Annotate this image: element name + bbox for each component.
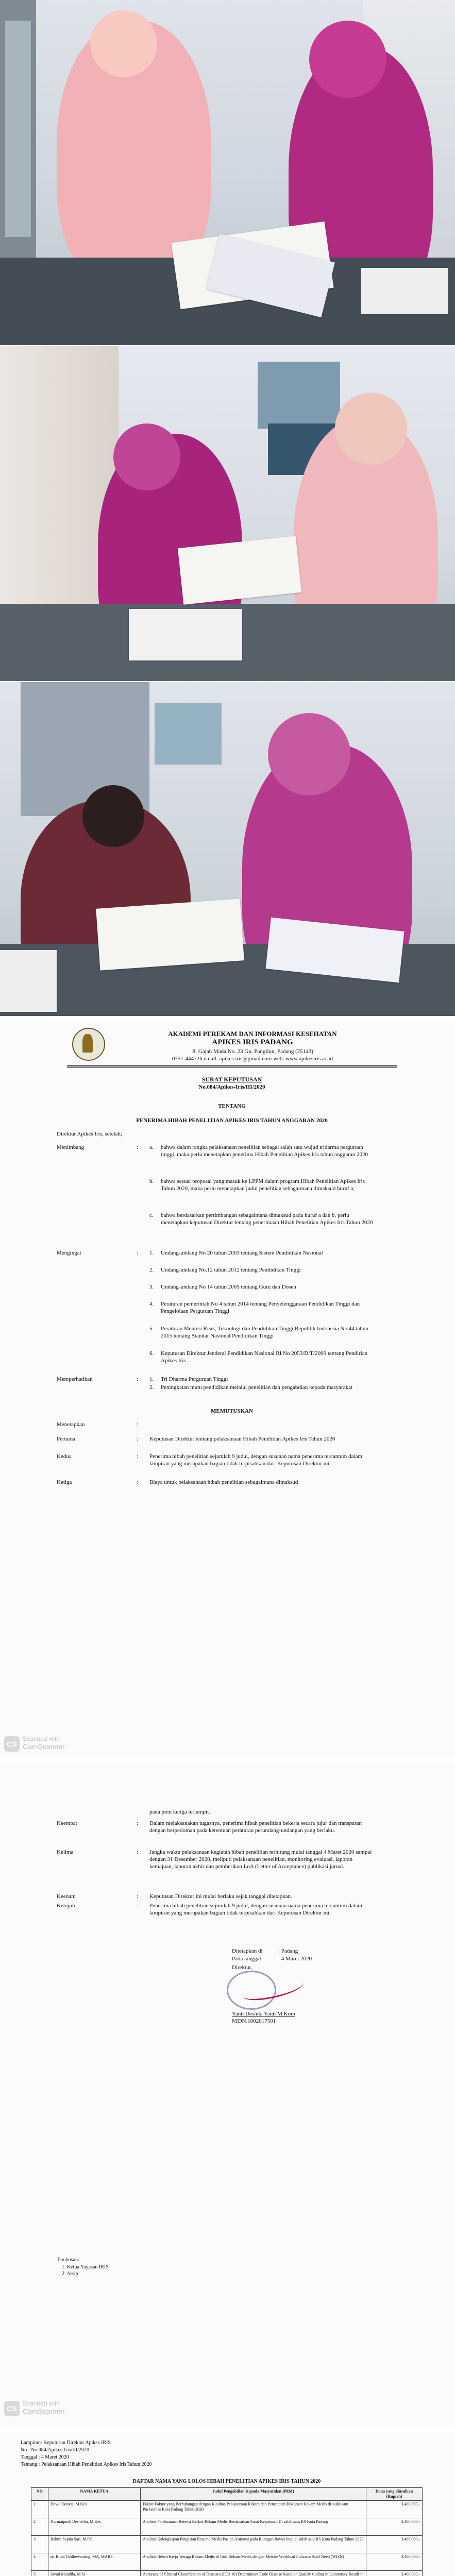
memutuskan-heading: MEMUTUSKAN [211, 1408, 253, 1414]
director-line: Direktur Apikes Iris, setelah; [57, 1131, 123, 1137]
tembusan-label: Tembusan: [57, 2257, 79, 2263]
table-row: 2 Nurmaipnah Desnelita, M.Kes Analisis Pelaksanaan Retensi Berkas Rekam Medis Berdasarkan Surat Keputusan Di salah satu RS Kota Padang 3.400.000,- [31, 2518, 423, 2536]
decree-page-1: AKADEMI PEREKAM DAN INFORMASI KESEHATAN APIKES IRIS PADANG Jl. Gajah Mada No. 23 Gn. Pangilun, Padang (25143) 0751-444726 email: apikes.iris@gmail.com web: www.apikesiris.ac.id SURAT KEPUTUSAN No.084/Apikes-Iris/III/2020 TENTANG PENERIMA HIBAH PENELITIAN APIKES IRIS TAHUN ANGGARAN 2020 Direktur Apikes Iris, setelah; Menimbang : a. bahwa dalam rangka pelaksanaan penelitian sebagai salah satu wujud tridarma perguruan tinggi, maka perlu menetapkan penerima Hibah Penelitian Apikes Iris tahun anggaran 2020 b. bahwa sesuai proposal yang masuk ke LPPM dalam program Hibah Penelitian Apikes Iris Tahun 2020, maka perlu menetapkan judul penelitian sebagaimana dimaksud huruf a; c. bahwa berdasarkan pertimbangan sebagaimana dimaksud pada huruf a dan b, perlu menetapkan keputusan Direktur tentang penerimaan Hibah Penelitian Apikes Iris Tahun 2020 Mengingat : 1. Undang-undang No 20 tahun 2003 tentang Sistem Pendidikan Nasional 2. Undang-undang No.12 tahun 2012 tentang Pendidikan Tinggi 3. Undang-undang No 14 tahun 2005 tentang Guru dan Dosen 4. Peraturan pemerintah No 4 tahun 2014 tentang Penyelenggaraan Pendidikan Tinggi dan Pengelolaan Perguruan Tinggi 5. Peraturan Menteri Riset, Teknologi dan Pendidikan Tinggi Republik Indonesia No 44 tahun 2015 tentang Standar Nasional Pendidikan Tinggi 6. Keputusan Direktur Jenderal Pendidikan Nasional RI No 2053/D/T/2009 tentang Pendirian Apikes Iris Memperhatikan : 1. Tri Dharma Perguruan Tinggi 2. Peningkatan mutu pendidikan melalui penelitian dan pengabdian kepada masyarakat MEMUTUSKAN Menetapkan : Pertama : Keputusan Direktur tentang pelaksanaan Hibah Penelitian Apikes Iris Tahun 2020 Kedua : Penerima hibah penelitian sejumlah 9 judul, dengan susunan nama penerima tercantum dalam lampiran yang merupakan bagian tidak terpisahkan dari Keputusan Direktur ini. Ketiga : Biaya untuk pelaksanaan hibah penelitian sebagaimana dimaksud CS Scanned with CamScanner [0, 1020, 455, 1757]
scanner-watermark-line2: CamScanner [23, 1742, 65, 1751]
tanggal-value: : 4 Maret 2020 [278, 1956, 312, 1962]
camscanner-logo-icon: CS [4, 2401, 20, 2416]
photo-handover-2 [0, 346, 455, 681]
decision-label: Kelima [57, 1849, 74, 1855]
mengingat-item: Undang-undang No 14 tahun 2005 tentang Guru dan Dosen [161, 1284, 296, 1290]
menimbang-item: bahwa dalam rangka pelaksanaan penelitian sebagai salah satu wujud tridarma perguruan tinggi, maka perlu menetapkan penerima Hibah Penelitian Apikes Iris tahun anggaran 2020 [161, 1144, 368, 1158]
decision-text: Biaya untuk pelaksanaan hibah penelitian sebagaimana dimaksud [149, 1479, 298, 1485]
tanggal-label: Pada tanggal [232, 1956, 261, 1962]
menimbang-label: Menimbang [57, 1144, 85, 1150]
institution-contact: 0751-444726 email: apikes.iris@gmail.com web: www.apikesiris.ac.id [172, 1056, 333, 1062]
decree-number: No.084/Apikes-Iris/III/2020 [198, 1084, 265, 1090]
photo-handover-3 [0, 682, 455, 1016]
institution-address: Jl. Gajah Mada No. 23 Gn. Pangilun, Padang (25143) [192, 1048, 313, 1055]
decision-label: Keenam [57, 1893, 76, 1900]
about-label: TENTANG [218, 1103, 246, 1109]
camscanner-logo-icon: CS [4, 1736, 20, 1752]
col-header: Dana yang diusulkan (Rupiah) [366, 2488, 423, 2501]
menimbang-item: bahwa sesuai proposal yang masuk ke LPPM dalam program Hibah Penelitian Apikes Iris Tahun 2020, maka perlu menetapkan judul penelitian sebagaimana dimaksud huruf a; [161, 1178, 365, 1192]
mengingat-item: Peraturan pemerintah No 4 tahun 2014 tentang Penyelenggaraan Pendidikan Tinggi dan Pengelolaan Perguruan Tinggi [161, 1301, 360, 1314]
memperhatikan-label: Memperhatikan [57, 1376, 93, 1382]
ditetapkan-label: Ditetapkan di [232, 1948, 263, 1954]
tembusan-item: 1. Ketua Yayasan IRIS [62, 2264, 109, 2270]
decree-subject: PENERIMA HIBAH PENELITIAN APIKES IRIS TAHUN ANGGARAN 2020 [136, 1117, 328, 1124]
col-header: NAMA KETUA [48, 2488, 141, 2501]
decision-text: Dalam melaksanakan tugasnya, penerima hibah penelitian bekerja secara jujur dan transparan dengan berpedoman pada ketentuan peraturan perundang-undangan yang berlaku. [149, 1820, 362, 1834]
grant-recipient-table [31, 2487, 423, 2576]
table-title: DAFTAR NAMA YANG LOLOS HIBAH PENELITIAN APIKES IRIS TAHUN 2020 [132, 2479, 321, 2484]
mengingat-item: Undang-undang No.12 tahun 2012 tentang Pendidikan Tinggi [161, 1267, 301, 1273]
scanner-watermark-line1: Scanned with [23, 2400, 60, 2407]
mengingat-item: Undang-undang No 20 tahun 2003 tentang Sistem Pendidikan Nasional [161, 1250, 323, 1256]
decree-title: SURAT KEPUTUSAN [201, 1076, 262, 1083]
mengingat-item: Keputusan Direktur Jenderal Pendidikan Nasional RI No 2053/D/T/2009 tentang Pendirian Apikes Iris [161, 1350, 368, 1364]
lampiran-line: No : No.084/Apikes-Iris/III/2020 [21, 2447, 90, 2453]
decision-label: Ketujuh [57, 1903, 75, 1909]
decision-label: Pertama [57, 1436, 76, 1442]
lampiran-line: Tentang : Pelaksanaan Hibah Penelitian Apikes Iris Tahun 2020 [21, 2462, 152, 2467]
mengingat-item: Peraturan Menteri Riset, Teknologi dan Pendidikan Tinggi Republik Indonesia No 44 tahun 2015 tentang Standar Nasional Pendidikan Tinggi [161, 1326, 368, 1339]
lampiran-line: Lampiran: Keputusan Direktur Apikes IRIS [21, 2440, 111, 2446]
attachment-page [0, 2432, 455, 2576]
decision-label: Ketiga [57, 1479, 72, 1485]
ditetapkan-value: : Padang [278, 1948, 298, 1954]
table-row: 4 dr. Rima Tiedhewanting, MA, MARS Analisis Beban Kerja Tenaga Rekam Medis di Unit Rekam Medis dengan Metode Workload Indicator Staff Need (WISN) 3.400.000,- [31, 2553, 423, 2571]
memperhatikan-item: Peningkatan mutu pendidikan melalui penelitian dan pengabdian kepada masyarakat [161, 1384, 353, 1391]
table-row: 3 Rahmi Septia Sari, M.Pd Analisis Kelengkapan Pengisian Resume Medis Pasien Asuransi pada Ruangan Rawat Inap di salah satu RS Kota Padang Tahun 2020 3.400.000,- [31, 2536, 423, 2553]
institution-short: APIKES IRIS PADANG [212, 1038, 293, 1046]
signer-name: Yanti Desnita Yanti M.Kom [232, 2011, 295, 2017]
continued-text: pada poin ketiga terlampir. [149, 1809, 210, 1815]
decision-text: Jangka waktu pelaksanaan kegiatan hibah penelitian terhitung mulai tanggal 4 Maret 2020 sampai dengan 31 Desember 2020, meliputi pelaksanaan penelitian, monitoring evaluasi, laporan kemajuan, laporan akhir dan pemberikan LoA (Letter of Acceptance) publikasi jurnal. [149, 1849, 372, 1870]
decision-label: Kedua [57, 1453, 72, 1460]
tembusan-item: 2. Arsip [62, 2271, 78, 2277]
photo-handover-1 [0, 0, 455, 345]
lampiran-line: Tanggal : 4 Maret 2020 [21, 2454, 69, 2460]
memperhatikan-item: Tri Dharma Perguruan Tinggi [161, 1376, 228, 1382]
decision-text: Keputusan Direktur tentang pelaksanaan Hibah Penelitian Apikes Iris Tahun 2020 [149, 1436, 335, 1442]
document-on-table [96, 899, 244, 970]
table-row: 1 Dewi Oktavia, M.Kes Faktor-Faktor yang Berhubungan dengan Kualitas Pelaksanaan Rekam dan Pencatatan Dokumen Rekam Medis di salah satu Puskesmas Kota Padang Tahun 2020 3.400.000,- [31, 2501, 423, 2518]
menimbang-item: bahwa berdasarkan pertimbangan sebagaimana dimaksud pada huruf a dan b, perlu menetapkan keputusan Direktur tentang penerimaan Hibah Penelitian Apikes Iris Tahun 2020 [161, 1212, 373, 1226]
decision-label: Keempat [57, 1820, 77, 1826]
decision-text: Penerima hibah penelitian sejumlah 9 judul, dengan susunan nama penerima tercantum dalam lampiran yang merupakan bagian tidak terpisahkan dari Keputusan Direktur ini. [149, 1903, 362, 1916]
decree-page-2: pada poin ketiga terlampir. Keempat : Dalam melaksanakan tugasnya, penerima hibah penelitian bekerja secara jujur dan transparan dengan berpedoman pada ketentuan peraturan perundang-undangan yang berlaku. Kelima : Jangka waktu pelaksanaan kegiatan hibah penelitian terhitung mulai tanggal 4 Maret 2020 sampai dengan 31 Desember 2020, meliputi pelaksanaan penelitian, monitoring evaluasi, laporan kemajuan, laporan akhir dan pemberikan LoA (Letter of Acceptance) publikasi jurnal. Keenam : Keputusan Direktur ini mulai berlaku sejak tanggal ditetapkan. Ketujuh : Penerima hibah penelitian sejumlah 9 judul, dengan susunan nama penerima tercantum dalam lampiran yang merupakan bagian tidak terpisahkan dari Keputusan Direktur ini. Ditetapkan di : Padang Pada tanggal : 4 Maret 2020 Direktur, Yanti Desnita Yanti M.Kom NIDN.1002017501 Tembusan: 1. Ketua Yayasan IRIS 2. Arsip CS Scanned with CamScanner [0, 1762, 455, 2427]
col-header: Judul Pengabdian Kepada Masyarakat (PkM) [141, 2488, 366, 2501]
institution-name: AKADEMI PEREKAM DAN INFORMASI KESEHATAN [168, 1030, 337, 1038]
director-title: Direktur, [232, 1964, 252, 1971]
scanner-watermark-line1: Scanned with [23, 1735, 60, 1742]
mengingat-label: Mengingat [57, 1250, 81, 1256]
decision-text: Penerima hibah penelitian sejumlah 9 judul, dengan susunan nama penerima tercantum dalam lampiran yang merupakan bagian tidak terpisahkan dari Keputusan Direktur ini. [149, 1453, 362, 1467]
signer-nidn: NIDN.1002017501 [232, 2018, 276, 2024]
scanner-watermark-line2: CamScanner [23, 2407, 65, 2415]
table-row: 5 Jayati Mandila, M.Si Accuracy of Clinical Classification of Diseases (ICD 10) Determinant Code Disease based on Quality Coding in Laboratory Result in 3.400.000,- [31, 2571, 423, 2576]
logo-figure-icon [82, 1034, 93, 1053]
decision-text: Keputusan Direktur ini mulai berlaku sejak tanggal ditetapkan. [149, 1893, 292, 1900]
col-header: NO [31, 2488, 48, 2501]
menetapkan-label: Menetapkan [57, 1421, 85, 1428]
